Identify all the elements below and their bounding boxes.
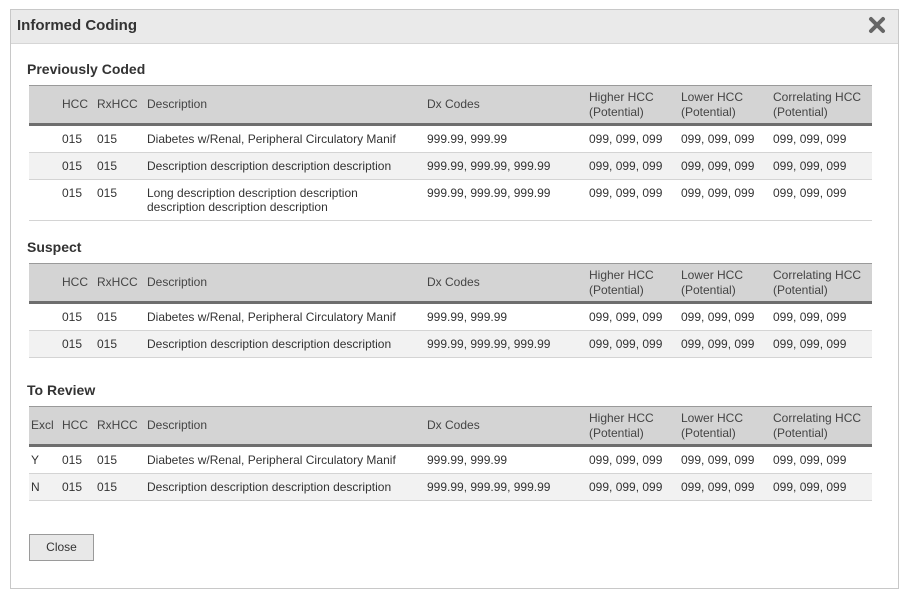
table-header-row: [29, 407, 872, 446]
cell-dx-codes: 999.99, 999.99: [423, 125, 585, 153]
cell-excl: [29, 180, 58, 221]
col-header-correlating-hcc: Correlating HCC (Potential): [769, 407, 872, 446]
cell-dx-codes: 999.99, 999.99: [423, 303, 585, 331]
cell-rxhcc: 015: [93, 474, 143, 501]
col-header-higher-hcc: Higher HCC (Potential): [585, 86, 677, 125]
cell-description: Diabetes w/Renal, Peripheral Circulatory Manif: [143, 125, 423, 153]
cell-hcc: 015: [58, 474, 93, 501]
cell-correlating-hcc: 099, 099, 099: [769, 153, 872, 180]
to-review-table: [29, 406, 872, 501]
cell-description: Diabetes w/Renal, Peripheral Circulatory Manif: [143, 446, 423, 474]
table-row: [29, 474, 872, 501]
previously-coded-table: [29, 85, 872, 221]
cell-higher-hcc: 099, 099, 099: [585, 180, 677, 221]
cell-rxhcc: 015: [93, 446, 143, 474]
col-header-description: Description: [143, 407, 423, 446]
col-header-lower-hcc: Lower HCC (Potential): [677, 407, 769, 446]
cell-dx-codes: 999.99, 999.99, 999.99: [423, 180, 585, 221]
table-header-row: [29, 86, 872, 125]
close-button[interactable]: Close: [29, 534, 94, 561]
col-header-higher-hcc: Higher HCC (Potential): [585, 264, 677, 303]
cell-lower-hcc: 099, 099, 099: [677, 153, 769, 180]
table-row: [29, 125, 872, 153]
cell-description: Description description description description: [143, 153, 423, 180]
cell-excl: [29, 125, 58, 153]
cell-dx-codes: 999.99, 999.99, 999.99: [423, 331, 585, 358]
close-x-icon[interactable]: [867, 15, 887, 35]
cell-correlating-hcc: 099, 099, 099: [769, 474, 872, 501]
cell-lower-hcc: 099, 099, 099: [677, 474, 769, 501]
cell-hcc: 015: [58, 180, 93, 221]
cell-excl: [29, 331, 58, 358]
cell-higher-hcc: 099, 099, 099: [585, 331, 677, 358]
cell-higher-hcc: 099, 099, 099: [585, 125, 677, 153]
col-header-description: Description: [143, 86, 423, 125]
cell-description: Description description description description: [143, 474, 423, 501]
cell-rxhcc: 015: [93, 153, 143, 180]
col-header-excl: Excl: [29, 407, 58, 446]
col-header-excl: [29, 86, 58, 125]
cell-lower-hcc: 099, 099, 099: [677, 180, 769, 221]
cell-lower-hcc: 099, 099, 099: [677, 331, 769, 358]
cell-rxhcc: 015: [93, 303, 143, 331]
cell-correlating-hcc: 099, 099, 099: [769, 180, 872, 221]
dialog-title: Informed Coding: [17, 17, 137, 34]
suspect-table: [29, 263, 872, 358]
cell-dx-codes: 999.99, 999.99, 999.99: [423, 153, 585, 180]
previously-coded-heading: Previously Coded: [27, 61, 146, 77]
col-header-hcc: HCC: [58, 407, 93, 446]
col-header-excl: [29, 264, 58, 303]
cell-hcc: 015: [58, 331, 93, 358]
cell-lower-hcc: 099, 099, 099: [677, 446, 769, 474]
col-header-description: Description: [143, 264, 423, 303]
cell-excl[interactable]: N: [29, 474, 58, 501]
cell-description: Diabetes w/Renal, Peripheral Circulatory Manif: [143, 303, 423, 331]
cell-dx-codes: 999.99, 999.99: [423, 446, 585, 474]
cell-correlating-hcc: 099, 099, 099: [769, 446, 872, 474]
cell-correlating-hcc: 099, 099, 099: [769, 331, 872, 358]
table-row: [29, 303, 872, 331]
cell-higher-hcc: 099, 099, 099: [585, 153, 677, 180]
cell-correlating-hcc: 099, 099, 099: [769, 125, 872, 153]
table-row: [29, 331, 872, 358]
cell-higher-hcc: 099, 099, 099: [585, 474, 677, 501]
col-header-dx-codes: Dx Codes: [423, 407, 585, 446]
table-header-row: [29, 264, 872, 303]
col-header-lower-hcc: Lower HCC (Potential): [677, 264, 769, 303]
col-header-higher-hcc: Higher HCC (Potential): [585, 407, 677, 446]
table-row: [29, 180, 872, 221]
cell-hcc: 015: [58, 446, 93, 474]
cell-correlating-hcc: 099, 099, 099: [769, 303, 872, 331]
table-row: [29, 153, 872, 180]
cell-rxhcc: 015: [93, 180, 143, 221]
cell-hcc: 015: [58, 303, 93, 331]
cell-description: Long description description description description description description: [143, 180, 423, 221]
suspect-heading: Suspect: [27, 239, 82, 255]
col-header-dx-codes: Dx Codes: [423, 86, 585, 125]
col-header-correlating-hcc: Correlating HCC (Potential): [769, 264, 872, 303]
cell-excl: [29, 303, 58, 331]
col-header-rxhcc: RxHCC: [93, 407, 143, 446]
cell-lower-hcc: 099, 099, 099: [677, 303, 769, 331]
col-header-rxhcc: RxHCC: [93, 86, 143, 125]
informed-coding-dialog: [10, 9, 899, 589]
cell-rxhcc: 015: [93, 331, 143, 358]
cell-lower-hcc: 099, 099, 099: [677, 125, 769, 153]
col-header-hcc: HCC: [58, 264, 93, 303]
cell-higher-hcc: 099, 099, 099: [585, 446, 677, 474]
cell-dx-codes: 999.99, 999.99, 999.99: [423, 474, 585, 501]
col-header-lower-hcc: Lower HCC (Potential): [677, 86, 769, 125]
cell-hcc: 015: [58, 125, 93, 153]
table-row: [29, 446, 872, 474]
to-review-heading: To Review: [27, 382, 96, 398]
dialog-titlebar: [11, 10, 898, 44]
cell-excl: [29, 153, 58, 180]
cell-hcc: 015: [58, 153, 93, 180]
cell-higher-hcc: 099, 099, 099: [585, 303, 677, 331]
col-header-hcc: HCC: [58, 86, 93, 125]
cell-rxhcc: 015: [93, 125, 143, 153]
cell-excl[interactable]: Y: [29, 446, 58, 474]
col-header-rxhcc: RxHCC: [93, 264, 143, 303]
col-header-correlating-hcc: Correlating HCC (Potential): [769, 86, 872, 125]
col-header-dx-codes: Dx Codes: [423, 264, 585, 303]
cell-description: Description description description description: [143, 331, 423, 358]
